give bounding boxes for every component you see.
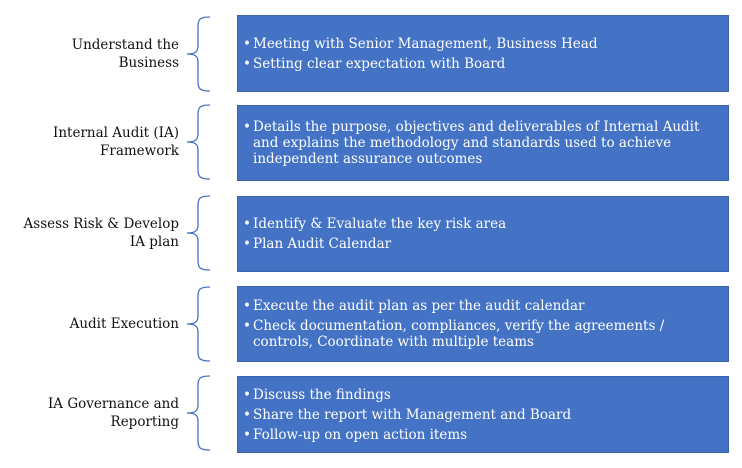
list-item: • Identify & Evaluate the key risk area: [243, 216, 507, 232]
stage-label: [0, 286, 179, 362]
stage-detail-box: [237, 286, 729, 362]
stage-label-line: Framework: [100, 143, 179, 159]
stage-detail-box: [237, 376, 729, 453]
stage-label-line: Internal Audit (IA): [53, 125, 179, 141]
list-item: • Plan Audit Calendar: [243, 236, 392, 252]
stage-detail-box: [237, 105, 729, 181]
bullet-icon: •: [243, 35, 251, 52]
list-item: • Discuss the findings: [243, 386, 391, 403]
stage-label: [0, 195, 179, 271]
stage-label: [0, 16, 179, 92]
bullet-icon: •: [243, 406, 251, 423]
bullet-icon: •: [243, 318, 251, 334]
stage-label: [0, 375, 179, 451]
list-item: • Check documentation, compliances, verify the agreements / controls, Coordinate with multiple teams: [243, 318, 665, 350]
bullet-icon: •: [243, 426, 251, 443]
stage-detail-box: [237, 196, 729, 272]
stage-detail-box: [237, 15, 729, 92]
stage-label-line: Reporting: [110, 414, 179, 430]
bullet-icon: •: [243, 119, 251, 135]
bullet-icon: •: [243, 55, 251, 72]
curly-brace-icon: [184, 16, 212, 92]
stage-label-line: Audit Execution: [69, 316, 179, 332]
bullet-icon: •: [243, 298, 251, 314]
list-item: • Setting clear expectation with Board: [243, 55, 506, 72]
list-item: • Execute the audit plan as per the audit calendar: [243, 298, 585, 314]
stage-label-line: Understand the: [71, 37, 179, 53]
stage-label: [0, 104, 179, 180]
bullet-icon: •: [243, 216, 251, 232]
stage-label-line: Assess Risk & Develop: [23, 216, 179, 232]
list-item: • Details the purpose, objectives and deliverables of Internal Audit and explains the methodology and standards used to achieve independent assurance outcomes: [243, 119, 700, 167]
bullet-icon: •: [243, 236, 251, 252]
stage-label-line: IA Governance and: [47, 396, 179, 412]
stage-label-line: Business: [118, 55, 179, 71]
list-item: • Follow-up on open action items: [243, 426, 468, 443]
stage-label-line: IA plan: [129, 234, 179, 250]
curly-brace-icon: [184, 104, 212, 180]
curly-brace-icon: [184, 195, 212, 271]
list-item: • Meeting with Senior Management, Business Head: [243, 35, 598, 52]
curly-brace-icon: [184, 286, 212, 362]
curly-brace-icon: [184, 375, 212, 451]
bullet-icon: •: [243, 386, 251, 403]
list-item: • Share the report with Management and Board: [243, 406, 572, 423]
